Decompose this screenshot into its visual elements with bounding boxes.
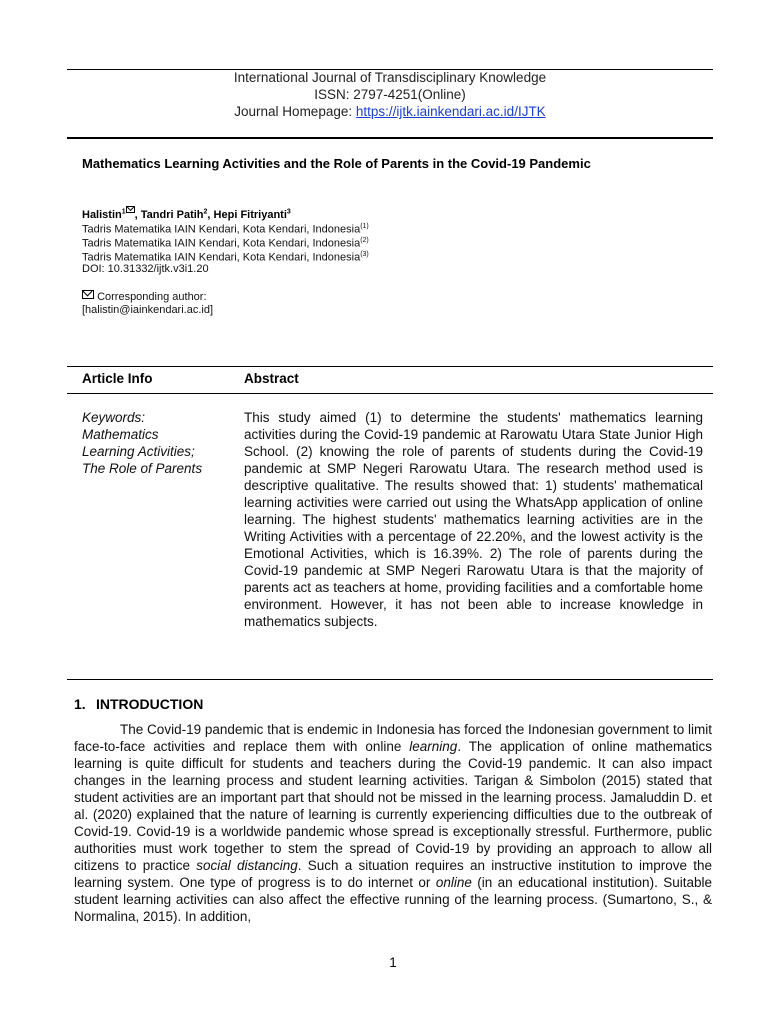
intro-emphasis: learning <box>409 739 458 754</box>
corresponding-email[interactable]: [halistin@iainkendari.ac.id] <box>82 304 214 316</box>
author-list: Halistin$^1$ , Tandri Patih$^2$, Hepi Fitriyanti$^3$ <box>82 206 291 221</box>
introduction-paragraph <box>74 721 712 925</box>
author-name: Halistin <box>82 209 122 221</box>
journal-name: International Journal of Transdisciplinary Knowledge <box>233 70 547 85</box>
author-sup: 2 <box>203 208 208 216</box>
journal-homepage <box>67 103 713 120</box>
journal-issn: ISSN: 2797-4251(Online) <box>314 87 466 102</box>
homepage-link[interactable]: https://ijtk.iainkendari.ac.id/IJTK <box>355 104 546 119</box>
header-rule <box>67 137 713 139</box>
corresponding-author <box>82 290 207 303</box>
section-number: 1. <box>74 696 86 712</box>
table-header-rule <box>67 393 713 394</box>
keyword: The Role of Parents <box>82 461 203 476</box>
page-number: 1 <box>389 955 397 970</box>
homepage-label: Journal Homepage: <box>234 104 356 119</box>
article-info-header: Article Info <box>82 371 153 386</box>
abstract-header: Abstract <box>244 371 299 386</box>
affiliation-text: Tadris Matematika IAIN Kendari, Kota Kendari, Indonesia <box>82 223 361 236</box>
section-title: INTRODUCTION <box>96 696 204 712</box>
author-name: Tandri Patih <box>140 209 204 221</box>
affiliation-sup: (2) <box>360 237 369 244</box>
affiliation-sup: (1) <box>360 223 369 230</box>
table-bottom-rule <box>67 679 713 680</box>
corresponding-label: Corresponding author: <box>97 291 207 303</box>
keywords-label: Keywords: <box>82 410 146 425</box>
affiliation-sup: (3) <box>360 251 369 258</box>
intro-text: . Such a situation requires an instructive institution to improve the learning system. One type of progress is to do internet or <box>74 858 713 890</box>
affiliation-text: Tadris Matematika IAIN Kendari, Kota Kendari, Indonesia <box>82 237 361 250</box>
paper-title: Mathematics Learning Activities and the Role of Parents in the Covid-19 Pandemic <box>82 156 591 171</box>
intro-emphasis: online <box>435 875 472 890</box>
author-sup: 3 <box>286 208 291 216</box>
table-top-rule <box>67 366 713 367</box>
keywords-block <box>82 409 202 477</box>
keyword: Mathematics <box>82 427 159 442</box>
section-heading <box>74 696 203 712</box>
envelope-icon <box>82 290 94 299</box>
keyword: Learning Activities; <box>82 444 195 459</box>
intro-text: (in an educational institution). Suitable student learning activities can also affect the effective running of the learning process. (Sumartono, S., & Normalina, 2015). In addition, <box>74 875 712 924</box>
doi: DOI: 10.31332/ijtk.v3i1.20 <box>82 263 209 275</box>
intro-emphasis: social distancing <box>196 858 298 873</box>
envelope-icon <box>126 206 135 213</box>
abstract-text: This study aimed (1) to determine the students' mathematics learning activities during the Covid-19 pandemic at Rarowatu Utara State Junior High School. (2) knowing the role of parents of students during the Covid-19 pandemic at SMP Negeri Rarowatu Utara. The research method used is descriptive qualitative. The results showed that: 1) students' mathematical learning activities were carried out using the WhatsApp application of online learning. The highest students' mathematics learning activities are in the Writing Activities with a percentage of 22.20%, and the lowest activity is the Emotional Activities, which is 16.39%. 2) The role of parents during the Covid-19 pandemic at SMP Negeri Rarowatu Utara is that the majority of parents act as teachers at home, providing facilities and a comfortable home environment. However, it has not been able to increase knowledge in mathematics subjects. <box>244 410 703 629</box>
affiliation-text: Tadris Matematika IAIN Kendari, Kota Kendari, Indonesia <box>82 251 361 264</box>
author-name: Hepi Fitriyanti <box>213 209 287 221</box>
intro-text: The Covid-19 pandemic that is endemic in Indonesia has forced the Indonesian government to limit face-to-face activities and replace them with online <box>74 722 712 754</box>
author-sup: 1 <box>121 208 126 216</box>
intro-text: . The application of online mathematics learning is quite difficult for students and teachers during the Covid-19 pandemic. It can also impact changes in the learning process and student learning activities. Tarigan & Simbolon (2015) stated that student activities are an important part that should not be missed in the learning process. Jamaluddin D. et al. (2020) explained that the nature of learning is currently experiencing difficulties due to the outbreak of Covid-19. Covid-19 is a worldwide pandemic whose spread is exceptionally stressful. Furthermore, public authorities must work together to stem the spread of Covid-19 by providing an approach to allow all citizens to practice <box>74 739 713 873</box>
